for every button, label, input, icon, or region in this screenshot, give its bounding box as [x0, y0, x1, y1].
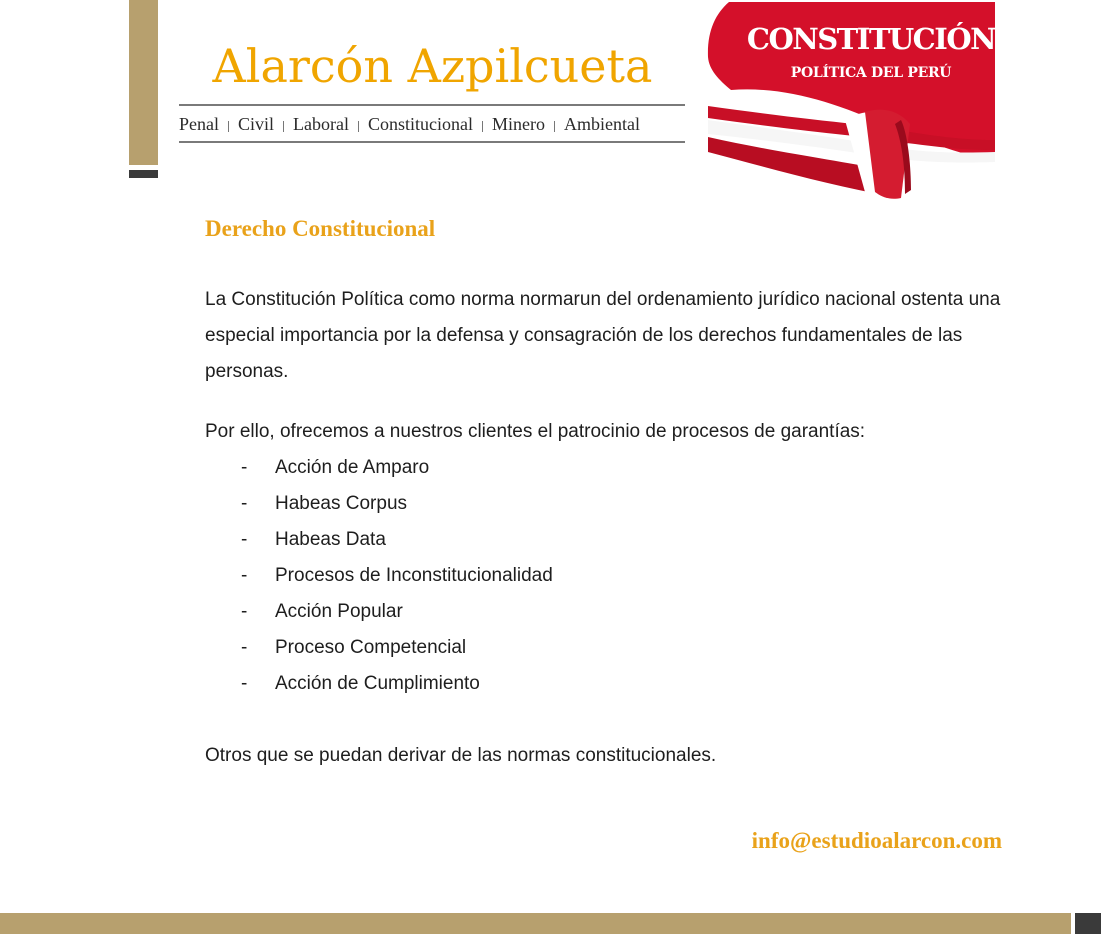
list-item-label: Acción de Cumplimiento — [275, 673, 480, 694]
list-item — [241, 636, 553, 672]
list-item-label: Acción Popular — [275, 601, 403, 622]
list-item-label: Acción de Amparo — [275, 457, 430, 478]
practice-area-nav — [179, 114, 689, 135]
list-item — [241, 492, 553, 528]
footer-decorative-cap — [1075, 913, 1101, 934]
intro-paragraph: La Constitución Política como norma normarun del ordenamiento jurídico nacional ostenta una especial importancia por la defensa y consagración de los derechos fundamentales de las personas. — [205, 289, 1001, 382]
bullet-dash: - — [241, 637, 248, 658]
nav-item-penal[interactable]: Penal — [179, 114, 219, 134]
constitution-banner-image — [705, 2, 999, 202]
closing-paragraph: Otros que se puedan derivar de las normas constitucionales. — [205, 745, 717, 766]
bullet-dash: - — [241, 673, 248, 694]
list-item — [241, 564, 553, 600]
banner-subtitle: POLÍTICA DEL PERÚ — [790, 65, 952, 81]
section-heading: Derecho Constitucional — [205, 216, 436, 241]
left-decorative-bar — [129, 0, 158, 165]
nav-item-laboral[interactable]: Laboral — [293, 114, 349, 134]
nav-bottom-divider — [179, 141, 685, 143]
bullet-dash: - — [241, 565, 248, 586]
list-item — [241, 456, 553, 492]
bullet-dash: - — [241, 493, 248, 514]
list-item-label: Habeas Data — [275, 529, 386, 550]
contact-email-link[interactable]: info@estudioalarcon.com — [751, 828, 1002, 853]
nav-separator — [228, 121, 229, 132]
brand-logo-text: Alarcón Azpilcueta — [212, 39, 653, 93]
list-item-label: Procesos de Inconstitucionalidad — [275, 565, 553, 586]
banner-title: CONSTITUCIÓN — [746, 22, 996, 56]
nav-item-civil[interactable]: Civil — [238, 114, 275, 134]
left-decorative-cap — [129, 170, 158, 178]
bullet-dash: - — [241, 457, 248, 478]
nav-separator — [554, 121, 555, 132]
bullet-dash: - — [241, 601, 248, 622]
list-item-label: Habeas Corpus — [275, 493, 408, 514]
nav-item-constitucional[interactable]: Constitucional — [367, 114, 473, 134]
nav-separator — [482, 121, 483, 132]
guarantee-process-list — [241, 456, 553, 708]
nav-top-divider — [179, 104, 685, 106]
list-item — [241, 672, 553, 708]
lead-paragraph: Por ello, ofrecemos a nuestros clientes el patrocinio de procesos de garantías: — [205, 421, 866, 442]
bullet-dash: - — [241, 529, 248, 550]
nav-separator — [283, 121, 284, 132]
list-item-label: Proceso Competencial — [275, 637, 467, 658]
nav-item-minero[interactable]: Minero — [491, 114, 545, 134]
list-item — [241, 600, 553, 636]
nav-item-ambiental[interactable]: Ambiental — [563, 114, 640, 134]
footer-decorative-bar — [0, 913, 1071, 934]
nav-separator — [358, 121, 359, 132]
list-item — [241, 528, 553, 564]
